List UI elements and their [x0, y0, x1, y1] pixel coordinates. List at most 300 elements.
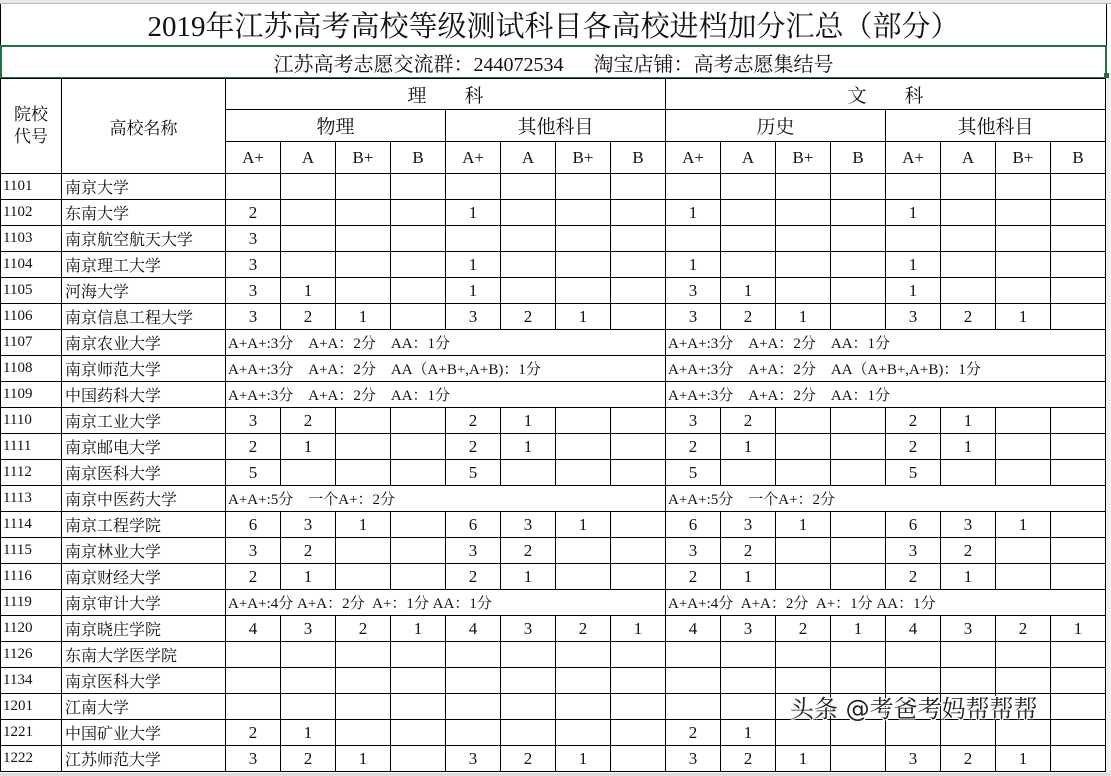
school-code-cell[interactable]: 1201: [1, 694, 62, 720]
score-cell[interactable]: 1: [336, 746, 391, 772]
school-name-cell[interactable]: 南京医科大学: [62, 460, 226, 486]
school-code-cell[interactable]: 1116: [1, 564, 62, 590]
score-cell[interactable]: [501, 252, 556, 278]
science-rule-note[interactable]: A+A+:3分 A+A：2分 AA：1分: [226, 330, 666, 356]
score-cell[interactable]: [611, 538, 666, 564]
score-cell[interactable]: 5: [666, 460, 721, 486]
science-rule-note[interactable]: A+A+:4分 A+A：2分 A+：1分 AA：1分: [226, 590, 666, 616]
score-cell[interactable]: [886, 174, 941, 200]
school-name-cell[interactable]: 南京审计大学: [62, 590, 226, 616]
score-cell[interactable]: 3: [666, 304, 721, 330]
score-cell[interactable]: 2: [226, 564, 281, 590]
score-cell[interactable]: 3: [886, 304, 941, 330]
school-name-cell[interactable]: 东南大学: [62, 200, 226, 226]
score-cell[interactable]: [556, 278, 611, 304]
score-cell[interactable]: 2: [666, 564, 721, 590]
score-cell[interactable]: [941, 642, 996, 668]
score-cell[interactable]: [391, 668, 446, 694]
score-cell[interactable]: 1: [666, 252, 721, 278]
school-code-cell[interactable]: 1134: [1, 668, 62, 694]
score-cell[interactable]: 2: [721, 746, 776, 772]
score-cell[interactable]: [666, 694, 721, 720]
score-cell[interactable]: 2: [446, 408, 501, 434]
school-code-cell[interactable]: 1111: [1, 434, 62, 460]
score-cell[interactable]: 2: [886, 564, 941, 590]
score-cell[interactable]: 1: [446, 252, 501, 278]
score-cell[interactable]: [556, 538, 611, 564]
score-cell[interactable]: [336, 694, 391, 720]
score-cell[interactable]: 1: [281, 278, 336, 304]
school-code-cell[interactable]: 1104: [1, 252, 62, 278]
score-cell[interactable]: 2: [776, 616, 831, 642]
score-cell[interactable]: [831, 226, 886, 252]
score-cell[interactable]: 1: [996, 512, 1051, 538]
score-cell[interactable]: [611, 460, 666, 486]
score-cell[interactable]: [391, 252, 446, 278]
header-science[interactable]: 理 科: [226, 79, 666, 110]
score-cell[interactable]: 3: [226, 746, 281, 772]
school-name-cell[interactable]: 南京林业大学: [62, 538, 226, 564]
score-cell[interactable]: [666, 174, 721, 200]
score-cell[interactable]: [281, 642, 336, 668]
score-cell[interactable]: [721, 694, 776, 720]
score-cell[interactable]: 5: [226, 460, 281, 486]
sheet-title[interactable]: 2019年江苏高考高校等级测试科目各高校进档加分汇总（部分）: [0, 4, 1107, 45]
header-grade[interactable]: B: [391, 142, 446, 174]
score-cell[interactable]: [501, 720, 556, 746]
score-cell[interactable]: [721, 200, 776, 226]
school-code-cell[interactable]: 1119: [1, 590, 62, 616]
school-name-cell[interactable]: 南京中医药大学: [62, 486, 226, 512]
score-cell[interactable]: [556, 200, 611, 226]
score-cell[interactable]: [886, 226, 941, 252]
score-cell[interactable]: 3: [226, 304, 281, 330]
header-physics[interactable]: 物理: [226, 110, 446, 142]
header-grade[interactable]: A: [501, 142, 556, 174]
score-cell[interactable]: [721, 642, 776, 668]
score-cell[interactable]: [556, 226, 611, 252]
school-code-cell[interactable]: 1221: [1, 720, 62, 746]
score-cell[interactable]: 1: [501, 434, 556, 460]
score-cell[interactable]: [391, 746, 446, 772]
score-cell[interactable]: 3: [446, 538, 501, 564]
school-name-cell[interactable]: 江苏师范大学: [62, 746, 226, 772]
score-cell[interactable]: [831, 564, 886, 590]
header-grade[interactable]: A+: [446, 142, 501, 174]
score-cell[interactable]: 2: [941, 304, 996, 330]
score-cell[interactable]: 1: [556, 512, 611, 538]
score-cell[interactable]: [556, 642, 611, 668]
score-cell[interactable]: 2: [556, 616, 611, 642]
score-cell[interactable]: [831, 252, 886, 278]
score-cell[interactable]: [556, 694, 611, 720]
school-code-cell[interactable]: 1115: [1, 538, 62, 564]
score-cell[interactable]: [391, 408, 446, 434]
score-cell[interactable]: [666, 642, 721, 668]
school-name-cell[interactable]: 南京工业大学: [62, 408, 226, 434]
score-cell[interactable]: [1051, 668, 1106, 694]
school-name-cell[interactable]: 中国矿业大学: [62, 720, 226, 746]
score-cell[interactable]: 2: [666, 720, 721, 746]
score-cell[interactable]: [611, 642, 666, 668]
score-cell[interactable]: [1051, 512, 1106, 538]
score-cell[interactable]: [666, 668, 721, 694]
score-cell[interactable]: [776, 226, 831, 252]
score-cell[interactable]: [996, 538, 1051, 564]
score-cell[interactable]: [611, 512, 666, 538]
score-cell[interactable]: [446, 720, 501, 746]
score-cell[interactable]: [1051, 226, 1106, 252]
score-cell[interactable]: 2: [226, 200, 281, 226]
score-cell[interactable]: [336, 538, 391, 564]
score-cell[interactable]: 6: [886, 512, 941, 538]
score-cell[interactable]: [556, 408, 611, 434]
score-cell[interactable]: [996, 252, 1051, 278]
score-cell[interactable]: [501, 174, 556, 200]
score-cell[interactable]: 2: [666, 434, 721, 460]
arts-rule-note[interactable]: A+A+:4分 A+A：2分 A+：1分 AA：1分: [666, 590, 1106, 616]
score-cell[interactable]: [336, 460, 391, 486]
header-grade[interactable]: A: [281, 142, 336, 174]
score-cell[interactable]: [336, 642, 391, 668]
school-name-cell[interactable]: 南京理工大学: [62, 252, 226, 278]
school-code-cell[interactable]: 1103: [1, 226, 62, 252]
score-cell[interactable]: [941, 174, 996, 200]
score-cell[interactable]: [611, 174, 666, 200]
score-cell[interactable]: 3: [226, 278, 281, 304]
score-cell[interactable]: 2: [501, 746, 556, 772]
score-cell[interactable]: [941, 668, 996, 694]
score-cell[interactable]: [666, 226, 721, 252]
score-cell[interactable]: [886, 668, 941, 694]
score-cell[interactable]: 2: [501, 538, 556, 564]
science-rule-note[interactable]: A+A+:5分 一个A+：2分: [226, 486, 666, 512]
score-cell[interactable]: [1051, 174, 1106, 200]
score-cell[interactable]: 1: [721, 564, 776, 590]
score-cell[interactable]: 4: [886, 616, 941, 642]
arts-rule-note[interactable]: A+A+:5分 一个A+：2分: [666, 486, 1106, 512]
score-cell[interactable]: [336, 720, 391, 746]
score-cell[interactable]: [721, 252, 776, 278]
score-cell[interactable]: [1051, 200, 1106, 226]
score-cell[interactable]: [996, 408, 1051, 434]
score-cell[interactable]: [776, 252, 831, 278]
score-cell[interactable]: 1: [776, 512, 831, 538]
school-code-cell[interactable]: 1105: [1, 278, 62, 304]
score-cell[interactable]: 2: [941, 746, 996, 772]
score-cell[interactable]: 3: [226, 538, 281, 564]
score-cell[interactable]: 2: [281, 408, 336, 434]
score-cell[interactable]: [391, 720, 446, 746]
header-grade[interactable]: A+: [666, 142, 721, 174]
score-cell[interactable]: [611, 720, 666, 746]
score-cell[interactable]: [556, 434, 611, 460]
school-name-cell[interactable]: 南京航空航天大学: [62, 226, 226, 252]
score-cell[interactable]: [776, 460, 831, 486]
score-cell[interactable]: 1: [281, 434, 336, 460]
score-cell[interactable]: [281, 200, 336, 226]
score-cell[interactable]: 3: [941, 512, 996, 538]
school-name-cell[interactable]: 河海大学: [62, 278, 226, 304]
score-cell[interactable]: [556, 564, 611, 590]
score-cell[interactable]: [281, 252, 336, 278]
school-code-cell[interactable]: 1120: [1, 616, 62, 642]
score-cell[interactable]: 1: [721, 278, 776, 304]
arts-rule-note[interactable]: A+A+:3分 A+A：2分 AA：1分: [666, 330, 1106, 356]
score-cell[interactable]: [776, 564, 831, 590]
school-code-cell[interactable]: 1110: [1, 408, 62, 434]
score-cell[interactable]: 1: [556, 746, 611, 772]
score-cell[interactable]: 1: [556, 304, 611, 330]
score-cell[interactable]: [501, 668, 556, 694]
score-cell[interactable]: 3: [446, 304, 501, 330]
score-cell[interactable]: 1: [996, 746, 1051, 772]
score-cell[interactable]: [721, 226, 776, 252]
score-cell[interactable]: 2: [226, 720, 281, 746]
score-cell[interactable]: [1051, 460, 1106, 486]
science-rule-note[interactable]: A+A+:3分 A+A：2分 AA（A+B+,A+B)：1分: [226, 356, 666, 382]
score-cell[interactable]: 1: [281, 720, 336, 746]
school-name-cell[interactable]: 南京财经大学: [62, 564, 226, 590]
score-cell[interactable]: 2: [281, 538, 336, 564]
score-cell[interactable]: [831, 668, 886, 694]
score-cell[interactable]: [446, 642, 501, 668]
school-code-cell[interactable]: 1107: [1, 330, 62, 356]
score-cell[interactable]: 2: [336, 616, 391, 642]
score-cell[interactable]: 3: [666, 408, 721, 434]
school-code-cell[interactable]: 1102: [1, 200, 62, 226]
score-cell[interactable]: 4: [226, 616, 281, 642]
score-cell[interactable]: [996, 174, 1051, 200]
score-cell[interactable]: [831, 538, 886, 564]
score-cell[interactable]: [336, 252, 391, 278]
score-cell[interactable]: 2: [721, 304, 776, 330]
score-cell[interactable]: [831, 278, 886, 304]
score-cell[interactable]: [1051, 642, 1106, 668]
score-cell[interactable]: [776, 434, 831, 460]
header-arts[interactable]: 文 科: [666, 79, 1106, 110]
header-history[interactable]: 历史: [666, 110, 886, 142]
score-cell[interactable]: [886, 720, 941, 746]
score-cell[interactable]: [941, 278, 996, 304]
school-code-cell[interactable]: 1109: [1, 382, 62, 408]
score-cell[interactable]: [1051, 746, 1106, 772]
score-cell[interactable]: [776, 720, 831, 746]
header-other-science[interactable]: 其他科目: [446, 110, 666, 142]
score-cell[interactable]: [391, 538, 446, 564]
score-cell[interactable]: 3: [886, 538, 941, 564]
score-cell[interactable]: [391, 200, 446, 226]
arts-rule-note[interactable]: A+A+:3分 A+A：2分 AA：1分: [666, 382, 1106, 408]
score-cell[interactable]: [556, 720, 611, 746]
score-cell[interactable]: [226, 668, 281, 694]
school-code-cell[interactable]: 1222: [1, 746, 62, 772]
score-cell[interactable]: [556, 668, 611, 694]
score-cell[interactable]: [226, 642, 281, 668]
score-cell[interactable]: [611, 694, 666, 720]
school-code-cell[interactable]: 1106: [1, 304, 62, 330]
school-name-cell[interactable]: 南京大学: [62, 174, 226, 200]
score-cell[interactable]: 2: [886, 408, 941, 434]
science-rule-note[interactable]: A+A+:3分 A+A：2分 AA：1分: [226, 382, 666, 408]
score-cell[interactable]: [336, 434, 391, 460]
score-cell[interactable]: 1: [886, 252, 941, 278]
score-cell[interactable]: 1: [886, 200, 941, 226]
header-grade[interactable]: A+: [226, 142, 281, 174]
score-cell[interactable]: 1: [446, 200, 501, 226]
score-cell[interactable]: [336, 408, 391, 434]
score-cell[interactable]: 1: [776, 304, 831, 330]
school-name-cell[interactable]: 江南大学: [62, 694, 226, 720]
score-cell[interactable]: 2: [886, 434, 941, 460]
score-cell[interactable]: [391, 226, 446, 252]
score-cell[interactable]: 1: [831, 616, 886, 642]
score-cell[interactable]: [226, 174, 281, 200]
score-cell[interactable]: [831, 642, 886, 668]
school-name-cell[interactable]: 东南大学医学院: [62, 642, 226, 668]
score-cell[interactable]: [556, 174, 611, 200]
score-cell[interactable]: 6: [446, 512, 501, 538]
score-cell[interactable]: 3: [666, 538, 721, 564]
header-grade[interactable]: B: [831, 142, 886, 174]
score-cell[interactable]: [831, 460, 886, 486]
score-cell[interactable]: 3: [226, 252, 281, 278]
score-cell[interactable]: [391, 512, 446, 538]
score-cell[interactable]: [391, 304, 446, 330]
score-cell[interactable]: [281, 668, 336, 694]
score-cell[interactable]: [391, 278, 446, 304]
score-cell[interactable]: [391, 434, 446, 460]
score-cell[interactable]: [996, 720, 1051, 746]
score-cell[interactable]: 2: [501, 304, 556, 330]
score-cell[interactable]: [611, 746, 666, 772]
score-cell[interactable]: [996, 226, 1051, 252]
score-cell[interactable]: [721, 668, 776, 694]
header-other-arts[interactable]: 其他科目: [886, 110, 1106, 142]
score-cell[interactable]: [1051, 694, 1106, 720]
score-cell[interactable]: [556, 252, 611, 278]
score-cell[interactable]: 4: [666, 616, 721, 642]
score-cell[interactable]: 3: [501, 616, 556, 642]
score-cell[interactable]: [996, 668, 1051, 694]
school-name-cell[interactable]: 南京晓庄学院: [62, 616, 226, 642]
header-grade[interactable]: B+: [336, 142, 391, 174]
header-grade[interactable]: A: [721, 142, 776, 174]
school-code-cell[interactable]: 1126: [1, 642, 62, 668]
score-cell[interactable]: [1051, 720, 1106, 746]
score-cell[interactable]: [1051, 564, 1106, 590]
header-grade[interactable]: B: [611, 142, 666, 174]
school-code-cell[interactable]: 1114: [1, 512, 62, 538]
score-cell[interactable]: [1051, 408, 1106, 434]
school-name-cell[interactable]: 南京工程学院: [62, 512, 226, 538]
school-name-cell[interactable]: 南京邮电大学: [62, 434, 226, 460]
header-grade[interactable]: B+: [556, 142, 611, 174]
score-cell[interactable]: 2: [941, 538, 996, 564]
score-cell[interactable]: [281, 460, 336, 486]
score-cell[interactable]: [1051, 278, 1106, 304]
score-cell[interactable]: [281, 694, 336, 720]
score-cell[interactable]: [721, 174, 776, 200]
score-cell[interactable]: [611, 200, 666, 226]
score-cell[interactable]: [831, 434, 886, 460]
score-cell[interactable]: [831, 408, 886, 434]
score-cell[interactable]: 1: [391, 616, 446, 642]
score-cell[interactable]: [1051, 252, 1106, 278]
score-cell[interactable]: [336, 564, 391, 590]
score-cell[interactable]: 1: [721, 720, 776, 746]
score-cell[interactable]: [886, 642, 941, 668]
score-cell[interactable]: [996, 278, 1051, 304]
score-cell[interactable]: [776, 174, 831, 200]
score-cell[interactable]: 3: [281, 512, 336, 538]
score-cell[interactable]: 5: [446, 460, 501, 486]
header-name[interactable]: 高校名称: [62, 79, 226, 174]
arts-rule-note[interactable]: A+A+:3分 A+A：2分 AA（A+B+,A+B)：1分: [666, 356, 1106, 382]
score-cell[interactable]: [776, 200, 831, 226]
score-cell[interactable]: 6: [226, 512, 281, 538]
score-cell[interactable]: [941, 720, 996, 746]
score-cell[interactable]: [336, 226, 391, 252]
score-cell[interactable]: 1: [886, 278, 941, 304]
score-cell[interactable]: [611, 408, 666, 434]
school-name-cell[interactable]: 南京医科大学: [62, 668, 226, 694]
school-code-cell[interactable]: 1113: [1, 486, 62, 512]
score-cell[interactable]: [391, 174, 446, 200]
score-cell[interactable]: [996, 460, 1051, 486]
score-cell[interactable]: [611, 564, 666, 590]
header-grade[interactable]: B+: [996, 142, 1051, 174]
score-cell[interactable]: [776, 668, 831, 694]
score-cell[interactable]: [611, 434, 666, 460]
score-cell[interactable]: 3: [281, 616, 336, 642]
score-cell[interactable]: [996, 564, 1051, 590]
score-cell[interactable]: [1051, 434, 1106, 460]
score-cell[interactable]: 1: [941, 408, 996, 434]
score-cell[interactable]: [391, 460, 446, 486]
score-cell[interactable]: [941, 460, 996, 486]
score-cell[interactable]: [446, 668, 501, 694]
score-cell[interactable]: 2: [226, 434, 281, 460]
score-cell[interactable]: [776, 538, 831, 564]
school-name-cell[interactable]: 南京师范大学: [62, 356, 226, 382]
score-cell[interactable]: [611, 304, 666, 330]
score-cell[interactable]: [336, 668, 391, 694]
score-cell[interactable]: [941, 226, 996, 252]
header-code[interactable]: [1, 79, 62, 174]
score-cell[interactable]: [831, 304, 886, 330]
score-cell[interactable]: [996, 642, 1051, 668]
score-cell[interactable]: [831, 174, 886, 200]
score-cell[interactable]: 2: [446, 434, 501, 460]
score-cell[interactable]: 3: [721, 616, 776, 642]
score-cell[interactable]: [281, 226, 336, 252]
school-name-cell[interactable]: 南京农业大学: [62, 330, 226, 356]
score-cell[interactable]: [501, 460, 556, 486]
score-cell[interactable]: 3: [941, 616, 996, 642]
header-grade[interactable]: A+: [886, 142, 941, 174]
score-cell[interactable]: 1: [446, 278, 501, 304]
header-grade[interactable]: A: [941, 142, 996, 174]
score-cell[interactable]: 2: [721, 538, 776, 564]
score-cell[interactable]: [611, 278, 666, 304]
score-cell[interactable]: [776, 408, 831, 434]
score-cell[interactable]: 2: [281, 304, 336, 330]
score-cell[interactable]: 3: [666, 278, 721, 304]
score-cell[interactable]: 2: [996, 616, 1051, 642]
score-cell[interactable]: 1: [776, 746, 831, 772]
school-name-cell[interactable]: 中国药科大学: [62, 382, 226, 408]
